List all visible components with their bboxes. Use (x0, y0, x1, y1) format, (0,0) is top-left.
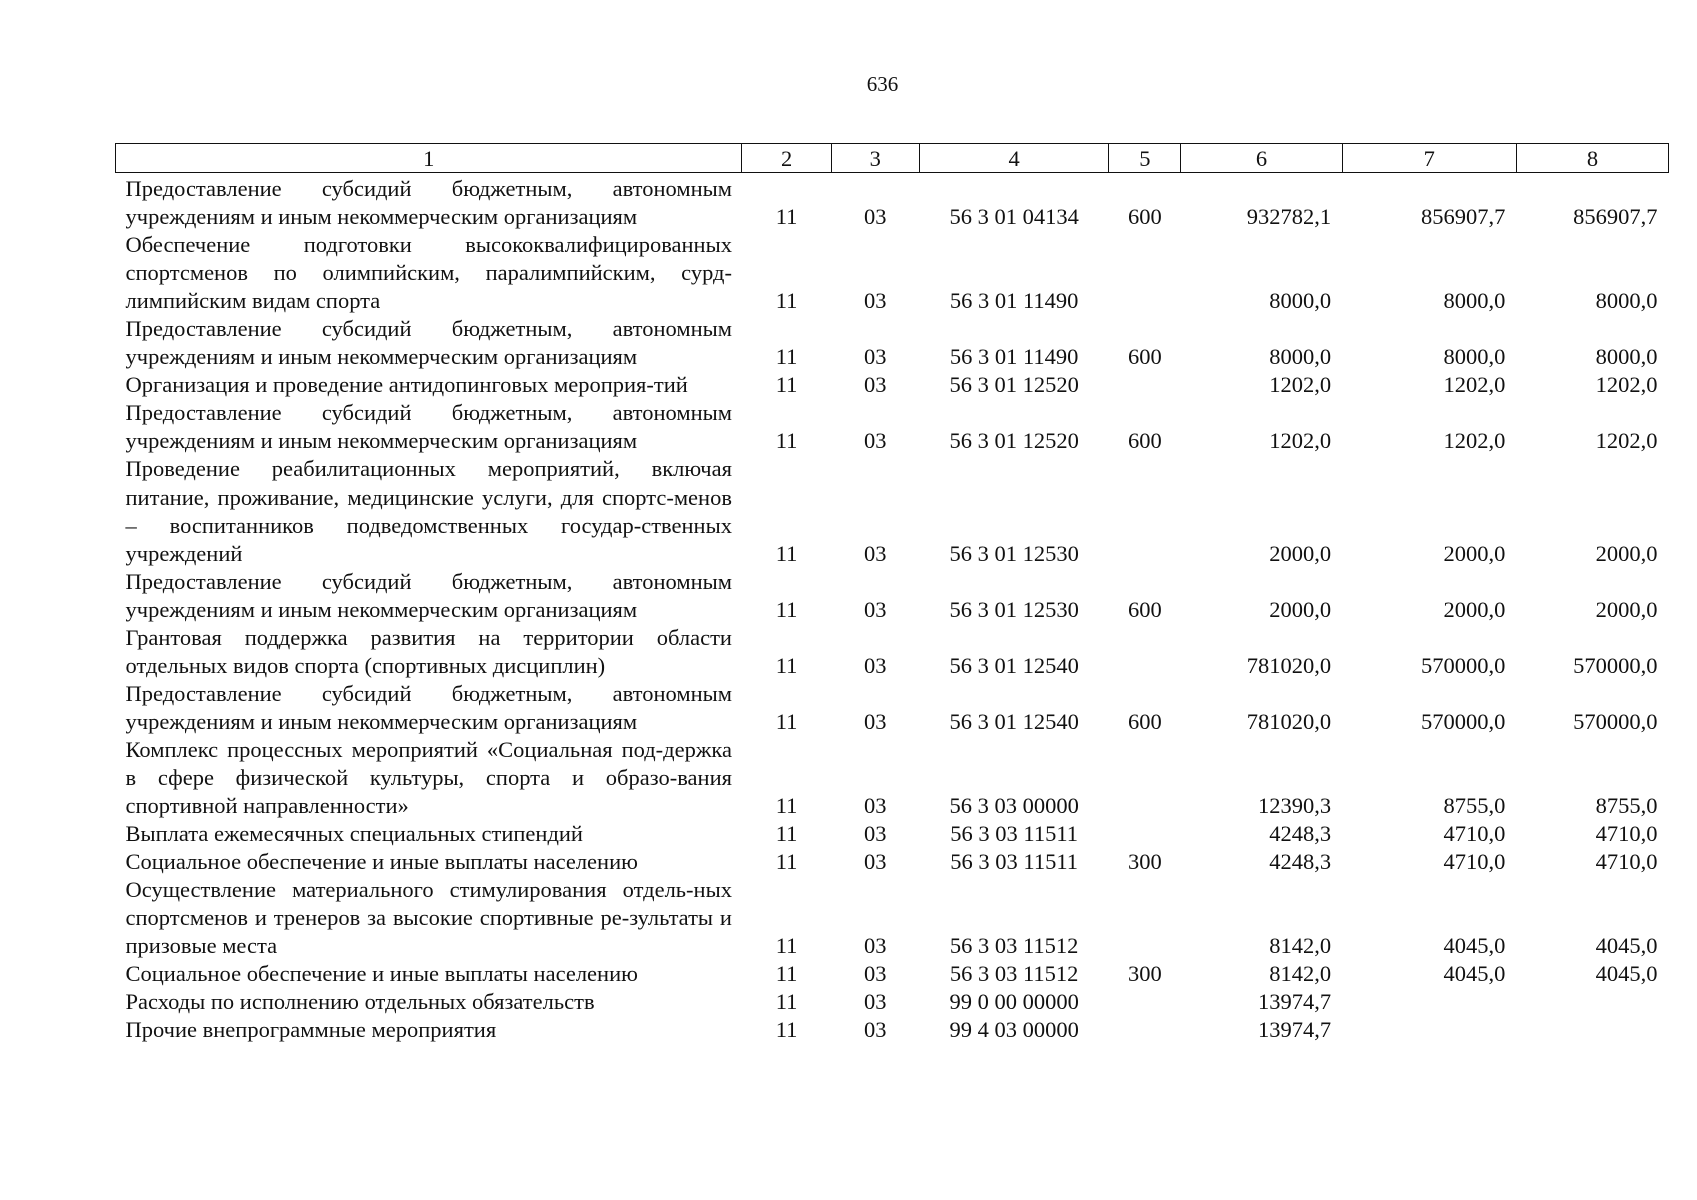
amount-col-7: 4045,0 (1443, 961, 1506, 987)
expense-type-code (1109, 736, 1181, 820)
amount-col-8: 8000,0 (1595, 288, 1658, 314)
table-header (116, 144, 1669, 173)
subsection-code: 03 (864, 1017, 887, 1043)
target-article-code: 56 3 01 12520 (949, 428, 1079, 454)
table-row (116, 988, 1669, 1016)
row-description: Предоставление субсидий бюджетным, автономным учреждениям и иным некоммерческим организациям (125, 316, 732, 370)
amount-col-7: 4045,0 (1443, 933, 1506, 959)
subsection-code: 03 (864, 989, 887, 1015)
column-header-7: 7 (1342, 144, 1516, 173)
target-article-code: 56 3 03 11511 (950, 849, 1078, 875)
section-code: 11 (775, 793, 798, 819)
header-row (116, 144, 1669, 173)
row-description: Расходы по исполнению отдельных обязательств (125, 989, 595, 1015)
amount-col-7: 2000,0 (1443, 540, 1506, 566)
target-article-code: 56 3 01 12530 (949, 596, 1079, 622)
target-article-code: 99 0 00 00000 (949, 989, 1079, 1015)
section-code: 11 (775, 849, 798, 875)
column-header-5: 5 (1109, 144, 1181, 173)
amount-col-7: 8000,0 (1443, 288, 1506, 314)
expense-type-code: 600 (1128, 708, 1162, 734)
expense-type-code: 600 (1128, 596, 1162, 622)
amount-col-6: 2000,0 (1269, 540, 1332, 566)
expense-type-code (1109, 231, 1181, 315)
table-row (116, 960, 1669, 988)
amount-col-6: 1202,0 (1269, 428, 1332, 454)
table-row (116, 315, 1669, 371)
section-code: 11 (775, 933, 798, 959)
target-article-code: 56 3 01 11490 (949, 344, 1079, 370)
amount-col-8: 8000,0 (1595, 344, 1658, 370)
amount-col-7: 856907,7 (1421, 204, 1506, 230)
row-description: Социальное обеспечение и иные выплаты населению (125, 849, 638, 875)
subsection-code: 03 (864, 652, 887, 678)
amount-col-7: 4710,0 (1443, 849, 1506, 875)
expense-type-code (1109, 624, 1181, 680)
subsection-code: 03 (864, 933, 887, 959)
row-description: Предоставление субсидий бюджетным, автономным учреждениям и иным некоммерческим организациям (125, 400, 732, 454)
amount-col-8: 8755,0 (1595, 793, 1658, 819)
amount-col-6: 4248,3 (1269, 849, 1332, 875)
table-row (116, 1016, 1669, 1044)
row-description: Предоставление субсидий бюджетным, автономным учреждениям и иным некоммерческим организациям (125, 680, 732, 734)
section-code: 11 (775, 372, 798, 398)
amount-col-7 (1342, 1016, 1516, 1044)
table-row (116, 173, 1669, 232)
amount-col-7: 8755,0 (1443, 793, 1506, 819)
section-code: 11 (775, 428, 798, 454)
amount-col-7: 8000,0 (1443, 344, 1506, 370)
target-article-code: 99 4 03 00000 (949, 1017, 1079, 1043)
section-code: 11 (775, 540, 798, 566)
subsection-code: 03 (864, 540, 887, 566)
amount-col-7: 1202,0 (1443, 372, 1506, 398)
subsection-code: 03 (864, 708, 887, 734)
column-header-8: 8 (1516, 144, 1668, 173)
table-row (116, 568, 1669, 624)
amount-col-8 (1516, 988, 1668, 1016)
target-article-code: 56 3 03 00000 (949, 793, 1079, 819)
section-code: 11 (775, 652, 798, 678)
amount-col-6: 781020,0 (1246, 652, 1332, 678)
expense-type-code: 600 (1128, 344, 1162, 370)
amount-col-6: 2000,0 (1269, 596, 1332, 622)
target-article-code: 56 3 01 11490 (949, 288, 1079, 314)
subsection-code: 03 (864, 821, 887, 847)
section-code: 11 (775, 708, 798, 734)
amount-col-6: 8142,0 (1269, 961, 1332, 987)
amount-col-8: 570000,0 (1573, 652, 1658, 678)
amount-col-8: 4710,0 (1595, 849, 1658, 875)
amount-col-7: 570000,0 (1421, 708, 1506, 734)
amount-col-8: 1202,0 (1595, 428, 1658, 454)
table-row (116, 455, 1669, 567)
amount-col-6: 13974,7 (1257, 989, 1332, 1015)
expense-type-code (1109, 988, 1181, 1016)
subsection-code: 03 (864, 596, 887, 622)
table-row (116, 371, 1669, 399)
target-article-code: 56 3 01 04134 (949, 204, 1079, 230)
table-row (116, 820, 1669, 848)
amount-col-8: 2000,0 (1595, 596, 1658, 622)
subsection-code: 03 (864, 961, 887, 987)
target-article-code: 56 3 03 11512 (949, 961, 1079, 987)
amount-col-6: 932782,1 (1246, 204, 1332, 230)
subsection-code: 03 (864, 793, 887, 819)
table-row (116, 876, 1669, 960)
row-description: Комплекс процессных мероприятий «Социальная под-держка в сфере физической культуры, спорта и образо-вания спортивной направленности» (125, 736, 732, 819)
table-row (116, 624, 1669, 680)
subsection-code: 03 (864, 849, 887, 875)
column-header-1: 1 (116, 144, 742, 173)
expense-type-code (1109, 455, 1181, 567)
amount-col-6: 4248,3 (1269, 821, 1332, 847)
target-article-code: 56 3 01 12530 (949, 540, 1079, 566)
amount-col-8: 4710,0 (1595, 821, 1658, 847)
row-description: Прочие внепрограммные мероприятия (125, 1017, 497, 1043)
section-code: 11 (775, 1017, 798, 1043)
row-description: Обеспечение подготовки высококвалифицированных спортсменов по олимпийским, паралимпийским, сурд-лимпийским видам спорта (125, 232, 732, 314)
amount-col-6: 13974,7 (1257, 1017, 1332, 1043)
section-code: 11 (775, 989, 798, 1015)
amount-col-6: 12390,3 (1257, 793, 1332, 819)
row-description: Выплата ежемесячных специальных стипендий (125, 821, 583, 847)
expense-type-code (1109, 876, 1181, 960)
expense-type-code (1109, 1016, 1181, 1044)
page-number: 636 (866, 72, 899, 96)
table-row (116, 736, 1669, 820)
section-code: 11 (775, 821, 798, 847)
target-article-code: 56 3 03 11511 (950, 821, 1078, 847)
column-header-6: 6 (1181, 144, 1342, 173)
target-article-code: 56 3 01 12520 (949, 372, 1079, 398)
amount-col-8: 1202,0 (1595, 372, 1658, 398)
amount-col-7: 4710,0 (1443, 821, 1506, 847)
amount-col-6: 781020,0 (1246, 708, 1332, 734)
row-description: Предоставление субсидий бюджетным, автономным учреждениям и иным некоммерческим организациям (125, 568, 732, 622)
row-description: Осуществление материального стимулирования отдель-ных спортсменов и тренеров за высокие спортивные ре-зультаты и призовые места (125, 877, 732, 959)
expense-type-code (1109, 371, 1181, 399)
row-description: Предоставление субсидий бюджетным, автономным учреждениям и иным некоммерческим организациям (125, 176, 732, 230)
table-row (116, 399, 1669, 455)
subsection-code: 03 (864, 288, 887, 314)
amount-col-6: 8000,0 (1269, 344, 1332, 370)
expense-type-code: 600 (1128, 204, 1162, 230)
amount-col-7: 2000,0 (1443, 596, 1506, 622)
row-description: Социальное обеспечение и иные выплаты населению (125, 961, 638, 987)
expense-type-code: 300 (1128, 849, 1162, 875)
target-article-code: 56 3 01 12540 (949, 652, 1079, 678)
amount-col-8: 4045,0 (1595, 933, 1658, 959)
column-header-4: 4 (919, 144, 1109, 173)
expense-type-code: 300 (1128, 961, 1162, 987)
subsection-code: 03 (864, 372, 887, 398)
section-code: 11 (775, 288, 798, 314)
amount-col-8: 856907,7 (1573, 204, 1658, 230)
amount-col-8: 2000,0 (1595, 540, 1658, 566)
amount-col-6: 8142,0 (1269, 933, 1332, 959)
subsection-code: 03 (864, 344, 887, 370)
amount-col-8 (1516, 1016, 1668, 1044)
amount-col-8: 4045,0 (1595, 961, 1658, 987)
target-article-code: 56 3 03 11512 (949, 933, 1079, 959)
amount-col-7: 1202,0 (1443, 428, 1506, 454)
column-header-3: 3 (831, 144, 919, 173)
amount-col-6: 8000,0 (1269, 288, 1332, 314)
row-description: Проведение реабилитационных мероприятий, включая питание, проживание, медицинские услуги, для спортс-менов – воспитанников подведомственных государ-ственных учреждений (125, 456, 732, 566)
expense-type-code (1109, 820, 1181, 848)
table-body (116, 173, 1669, 1045)
section-code: 11 (775, 204, 798, 230)
table-row (116, 848, 1669, 876)
section-code: 11 (775, 961, 798, 987)
table-row (116, 680, 1669, 736)
subsection-code: 03 (864, 204, 887, 230)
section-code: 11 (775, 596, 798, 622)
table-row (116, 231, 1669, 315)
column-header-2: 2 (742, 144, 831, 173)
amount-col-7 (1342, 988, 1516, 1016)
subsection-code: 03 (864, 428, 887, 454)
expense-type-code: 600 (1128, 428, 1162, 454)
budget-table (115, 143, 1669, 1044)
amount-col-7: 570000,0 (1421, 652, 1506, 678)
amount-col-6: 1202,0 (1269, 372, 1332, 398)
row-description: Грантовая поддержка развития на территории области отдельных видов спорта (спортивных дисциплин) (125, 624, 732, 678)
section-code: 11 (775, 344, 798, 370)
row-description: Организация и проведение антидопинговых мероприя-тий (125, 372, 688, 398)
target-article-code: 56 3 01 12540 (949, 708, 1079, 734)
amount-col-8: 570000,0 (1573, 708, 1658, 734)
